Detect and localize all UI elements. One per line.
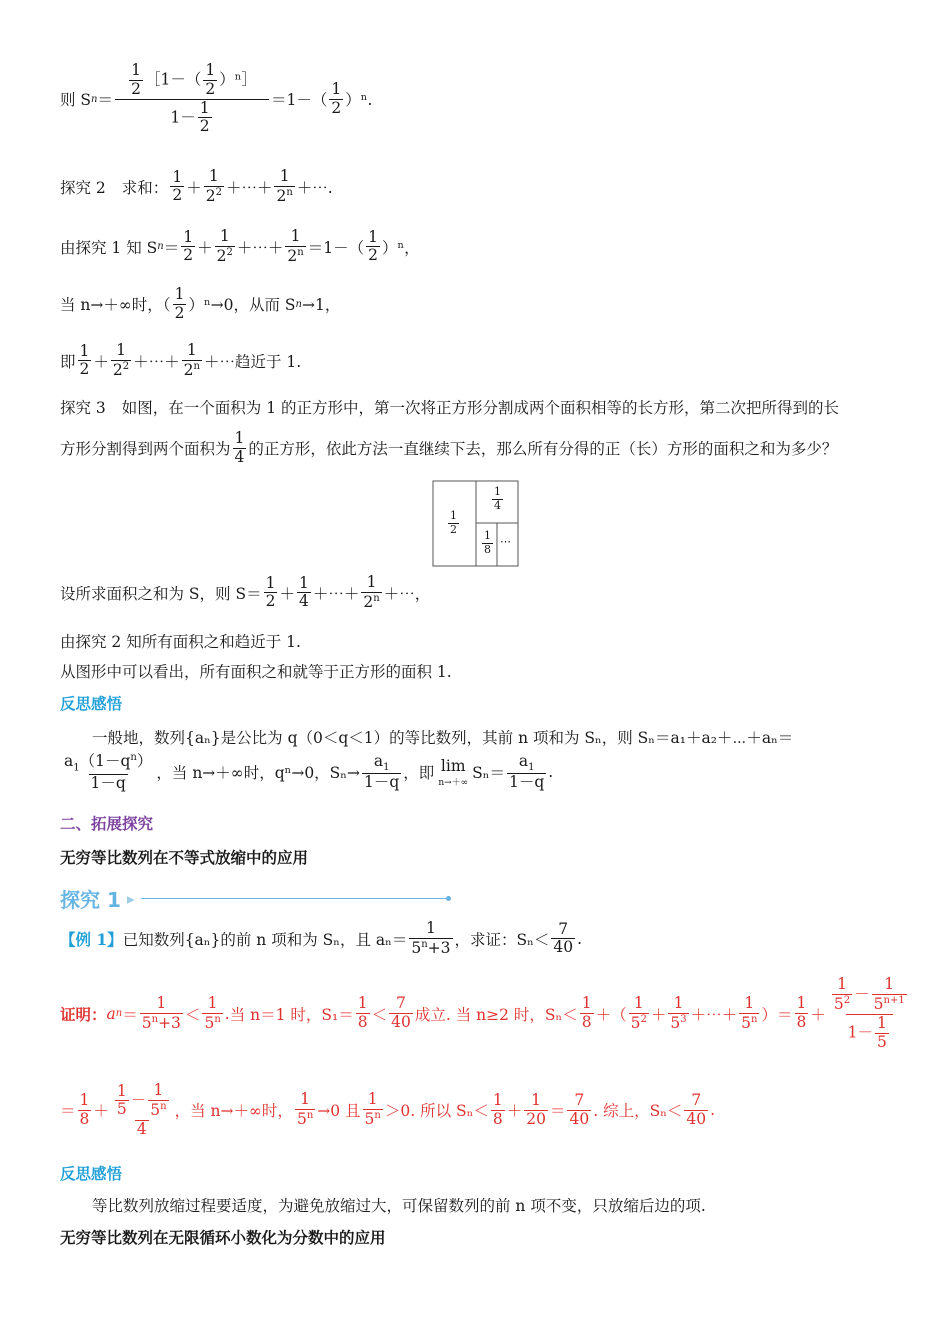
text: ）＝: [761, 1005, 793, 1024]
label-dots: ⋯: [500, 535, 511, 548]
limit-statement: 当 n→＋∞时，（ $\frac{1}{2}$ ）ⁿ→0，从而 S n →1，: [60, 285, 341, 322]
divider: [141, 898, 446, 899]
text: 即: [60, 352, 76, 371]
reflect-line2: $\frac{a_1(1-q^n)}{1-q}$ ，当 n→＋∞时，qⁿ→0，Sₙ→ $\frac{a_1}{1-q}$ ，即 lim n→＋∞ Sₙ＝ $\frac{a_1}{1-q}$ .: [64, 751, 554, 792]
section-heading-reflect: 反思感悟: [60, 695, 123, 713]
text: 方形分割得到两个面积为: [60, 440, 231, 459]
text: ＋⋯趋近于 1.: [204, 352, 302, 371]
text: 的正方形，依此方法一直继续下去，那么所有分得的正（长）方形的面积之和为多少？: [248, 440, 838, 459]
explore-2: 探究 2 求和： $\frac{1}{2}$ ＋ $\frac{1}{2^2}$ ＋⋯＋ $\frac{1}{2^n}$ ＋⋯.: [60, 167, 333, 205]
text: ＝: [549, 1102, 566, 1121]
text: ）ⁿ.: [345, 91, 373, 110]
proof-line1: 证明： a n ＝ $\frac{1}{5^n+3}$ ＜ $\frac{1}{5^n}$ . 当 n＝1 时，S₁＝ $\frac{1}{8}$ ＜ $\frac{7}{40}$ 成立. 当 n≥2 时，Sₙ＜ $\frac{1}{8}$ ＋（ $\frac{1}{5^2}$ ＋ $\frac{1}{5^3}$ ＋⋯＋ $\frac{1}{5^n}$ ）＝ $\frac{1}{8}$ ＋ $\frac{1}{5^2}$ － $\frac{1}{5^{n+1}}$ 1－ $\frac{1}{5}$: [60, 975, 905, 1051]
topic-heading-1: 无穷等比数列在不等式放缩中的应用: [60, 849, 309, 867]
text: 已知数列{aₙ}的前 n 项和为 Sₙ，且 aₙ＝: [122, 930, 408, 949]
text: 一般地，数列{aₙ}是公比为 q（0＜q＜1）的等比数列，其前 n 项和为 Sₙ，则 Sₙ＝a₁＋a₂＋⋯＋aₙ＝: [92, 729, 794, 747]
text: ）ⁿ→0，从而 S: [188, 296, 296, 315]
proof-line2: ＝ $\frac{1}{8}$ ＋ $\frac{1}{5}$ － $\frac{1}{5^n}$ 4 ，当 n→＋∞时， $\frac{1}{5^n}$ →0 且 $\frac{1}{5^n}$ ＞0. 所以 Sₙ＜ $\frac{1}{8}$ ＋ $\frac{1}{20}$ ＝ $\frac{7}{40}$ . 综上，Sₙ＜ $\frac{7}{40}$ .: [60, 1081, 716, 1138]
text: Sₙ＝: [472, 764, 505, 783]
formula-sn-geometric: 则 S n ＝ $\frac{1}{2}$ ［1－（ $\frac{1}{2}$ ）ⁿ］ 1－ $\frac{1}{2}$ ＝1－（ $\frac{1}{2}$ ）ⁿ.: [60, 61, 373, 136]
conclusion-sum: 即 $\frac{1}{2}$ ＋ $\frac{1}{2^2}$ ＋⋯＋ $\frac{1}{2^n}$ ＋⋯趋近于 1.: [60, 341, 302, 379]
text: ，当 n→＋∞时，: [174, 1102, 293, 1121]
label-half: $\frac{1}{2}$: [450, 509, 457, 536]
label-quarter: $\frac{1}{4}$: [494, 485, 501, 512]
lim: lim: [440, 756, 466, 775]
example-1: 【例 1】 已知数列{aₙ}的前 n 项和为 Sₙ，且 aₙ＝ $\frac{1}{5^n+3}$ ，求证：Sₙ＜ $\frac{7}{40}$ .: [60, 919, 583, 957]
explore-3-line1: [60, 396, 839, 418]
explore-3-label: 探究 3: [60, 399, 106, 417]
text: ＝1－（: [307, 238, 365, 257]
label-eighth: $\frac{1}{8}$: [484, 529, 491, 556]
arrow-icon: ▸: [126, 889, 135, 908]
text: ＞0. 所以 Sₙ＜: [384, 1102, 489, 1121]
lim-sub: n→＋∞: [438, 777, 469, 788]
text: ，求证：Sₙ＜: [454, 930, 550, 949]
text: ＋（: [595, 1005, 627, 1024]
text: 当 n＝1 时，S₁＝: [229, 1005, 354, 1024]
text: 设所求面积之和为 S，则 S＝: [60, 584, 262, 603]
explore-2-label: 探究 2: [60, 178, 106, 197]
text: 如图，在一个面积为 1 的正方形中，第一次将正方形分割成两个面积相等的长方形，第二次把所得到的长: [121, 399, 840, 417]
explore-badge: [60, 884, 451, 913]
reflect-text-2: 等比数列放缩过程要适度，为避免放缩过大，可保留数列的前 n 项不变，只放缩后边的项.: [92, 1197, 706, 1215]
text: →1，: [302, 296, 341, 315]
section-heading-reflect-2: 反思感悟: [60, 1165, 123, 1183]
explore-badge-label: 探究 1: [60, 888, 121, 912]
proof-label: 证明：: [60, 1005, 107, 1024]
text: ＋⋯，: [383, 584, 431, 603]
dot-icon: [446, 896, 451, 901]
text: . 综上，Sₙ＜: [593, 1102, 683, 1121]
square-division-figure: [432, 480, 520, 568]
text-line: 由探究 2 知所有面积之和趋近于 1.: [60, 633, 301, 651]
reflect-line1: [92, 726, 793, 748]
text: 则 S: [60, 91, 92, 110]
text: ，即: [403, 764, 435, 783]
topic-heading-2: 无穷等比数列在无限循环小数化为分数中的应用: [60, 1229, 386, 1247]
text: 由探究 1 知 S: [60, 238, 158, 257]
text: ＝1－（: [271, 91, 328, 110]
text: ，当 n→＋∞时，qⁿ→0，Sₙ→: [156, 764, 360, 783]
section-2-heading: 二、拓展探究: [60, 815, 154, 833]
area-sum: 设所求面积之和为 S，则 S＝ $\frac{1}{2}$ ＋ $\frac{1}{4}$ ＋⋯＋ $\frac{1}{2^n}$ ＋⋯，: [60, 573, 431, 611]
explore-1-result: 由探究 1 知 S n ＝ $\frac{1}{2}$ ＋ $\frac{1}{2^2}$ ＋⋯＋ $\frac{1}{2^n}$ ＝1－（ $\frac{1}{2}$ ）ⁿ，: [60, 227, 420, 265]
text: 求和：: [121, 178, 169, 197]
explore-3-line2: 方形分割得到两个面积为 $\frac{1}{4}$ 的正方形，依此方法一直继续下去，那么所有分得的正（长）方形的面积之和为多少？: [60, 429, 838, 466]
example-tag: 【例 1】: [60, 929, 123, 949]
fraction: $\frac{1}{2}$ ［1－（ $\frac{1}{2}$ ）ⁿ］ 1－ $\frac{1}{2}$: [115, 62, 269, 136]
text: 当 n→＋∞时，（: [60, 296, 171, 315]
text: 成立. 当 n≥2 时，Sₙ＜: [414, 1005, 578, 1024]
text: →0 且: [317, 1102, 361, 1121]
text-line: 从图形中可以看出，所有面积之和就等于正方形的面积 1.: [60, 663, 452, 681]
